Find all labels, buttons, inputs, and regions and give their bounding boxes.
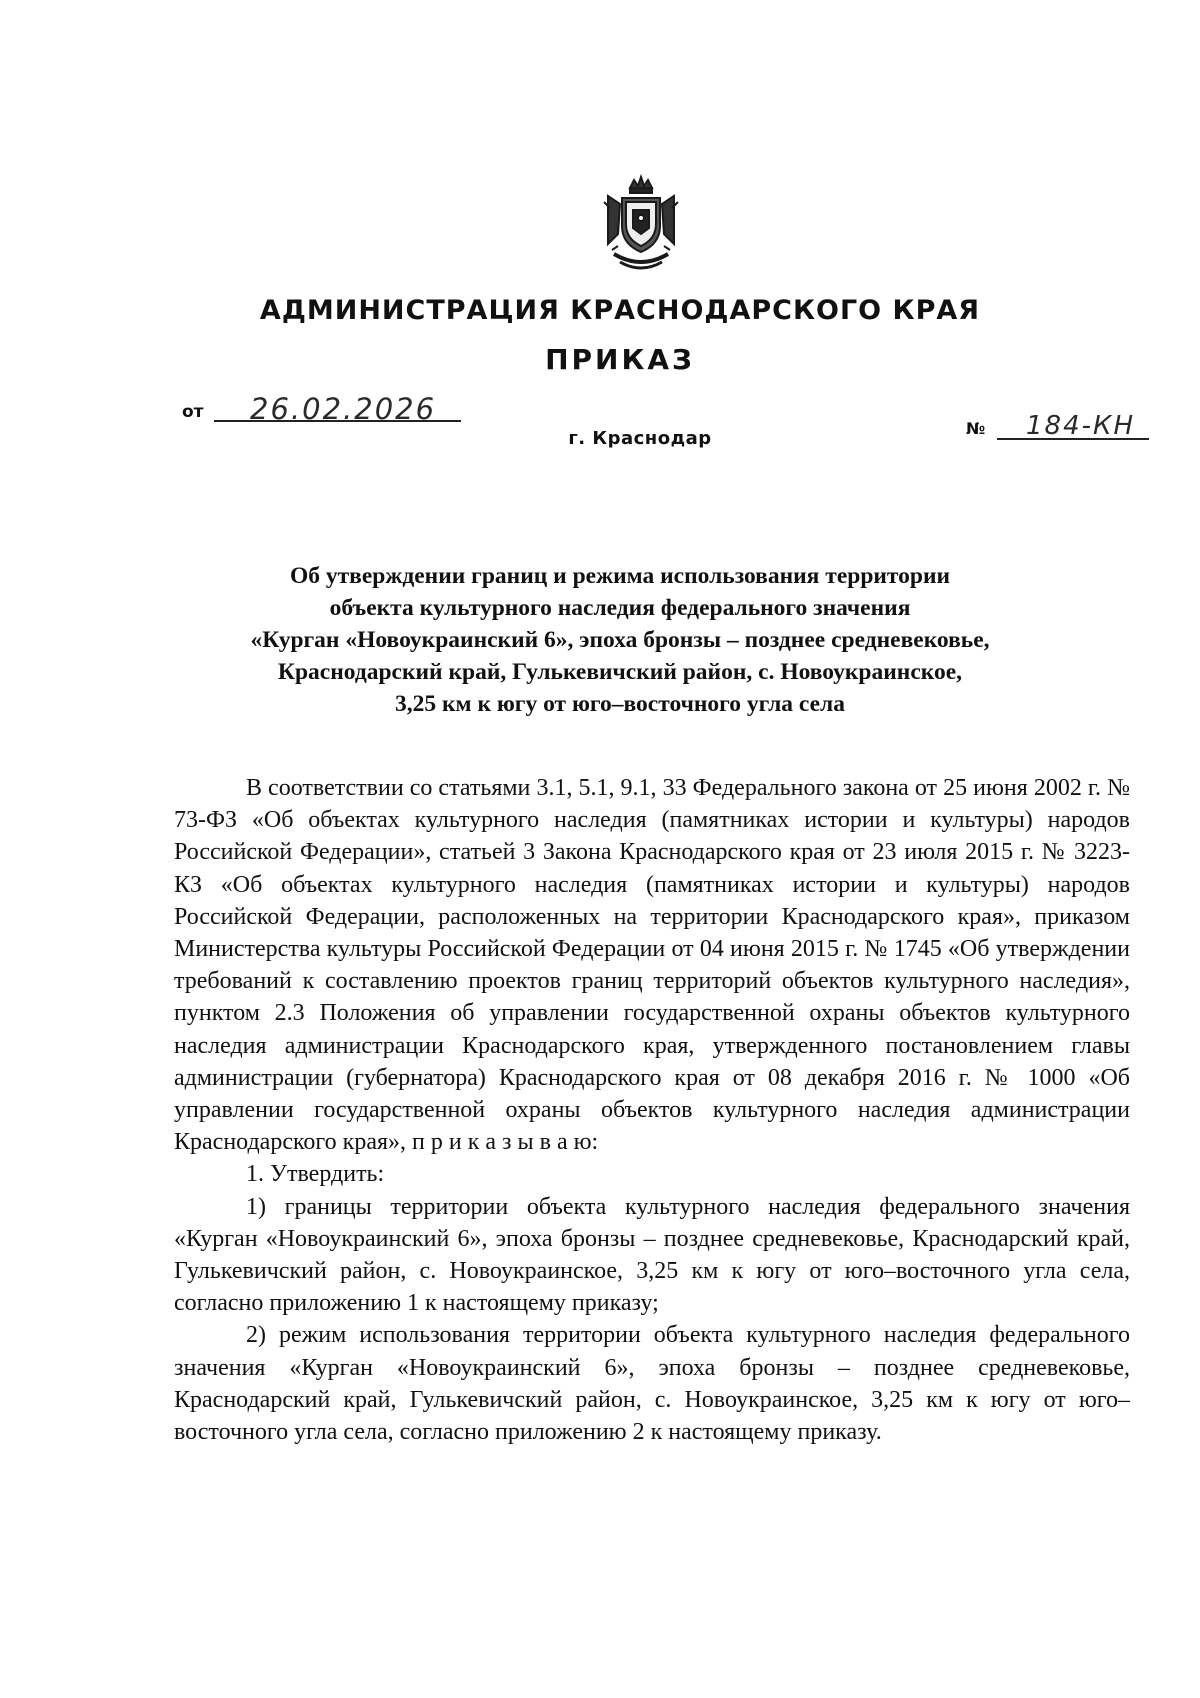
title-line: «Курган «Новоукраинский 6», эпоха бронзы – позднее средневековье, [250, 627, 990, 653]
document-kind: ПРИКАЗ [545, 343, 695, 376]
organization-name: АДМИНИСТРАЦИЯ КРАСНОДАРСКОГО КРАЯ [259, 295, 981, 326]
order-word: п р и к а з ы в а ю: [412, 1129, 599, 1156]
coat-of-arms-icon [600, 174, 682, 274]
title-line: 3,25 км к югу от юго–восточного угла села [395, 691, 845, 717]
title-line: объекта культурного наследия федерального значения [329, 595, 911, 621]
item-1: 1. Утвердить: [246, 1161, 385, 1188]
handwritten-date: 26.02.2026 [250, 392, 437, 426]
preamble-paragraph [174, 772, 1130, 1158]
date-prefix: от [182, 402, 204, 422]
number-prefix: № [966, 419, 986, 438]
subitem-2: 2) режим использования территории объекта культурного наследия федерального значения «Курган «Новоукраинский 6», эпоха бронзы – позднее средневековье, Краснодарский край, Гулькевичский район, с. Новоукраинское, 3,25 км к югу от юго–восточного угла села, согласно приложению 2 к настоящему приказу. [174, 1322, 1130, 1446]
handwritten-number: 184-КН [1026, 411, 1136, 441]
document-body [174, 772, 1130, 1448]
city-label: г. Краснодар [568, 428, 712, 449]
title-line: Об утверждении границ и режима использования территории [289, 563, 951, 589]
preamble-text: В соответствии со статьями 3.1, 5.1, 9.1, 33 Федерального закона от 25 июня 2002 г. № 73-ФЗ «Об объектах культурного наследия (памятниках истории и культуры) народов Российской Федерации», статьей 3 Закона Краснодарского края от 23 июля 2015 г. № 3223-КЗ «Об объектах культурного наследия (памятниках истории и культуры) народов Российской Федерации, расположенных на территории Краснодарского края», приказом Министерства культуры Российской Федерации от 04 июня 2015 г. № 1745 «Об утверждении требований к составлению проектов границ территорий объектов культурного наследия», пунктом 2.3 Положения об управлении государственной охраны объектов культурного наследия администрации Краснодарского края, утвержденного постановлением главы администрации (губернатора) Краснодарского края от 08 декабря 2016 г. № 1000 «Об управлении государственной охраны объектов культурного наследия администрации Краснодарского края», [174, 775, 1130, 1156]
title-line: Краснодарский край, Гулькевичский район, с. Новоукраинское, [277, 659, 963, 685]
document-title [180, 560, 1060, 720]
subitem-1: 1) границы территории объекта культурного наследия федерального значения «Курган «Новоукраинский 6», эпоха бронзы – позднее средневековье, Краснодарский край, Гулькевичский район, с. Новоукраинское, 3,25 км к югу от юго–восточного угла села, согласно приложению 1 к настоящему приказу; [174, 1193, 1130, 1317]
